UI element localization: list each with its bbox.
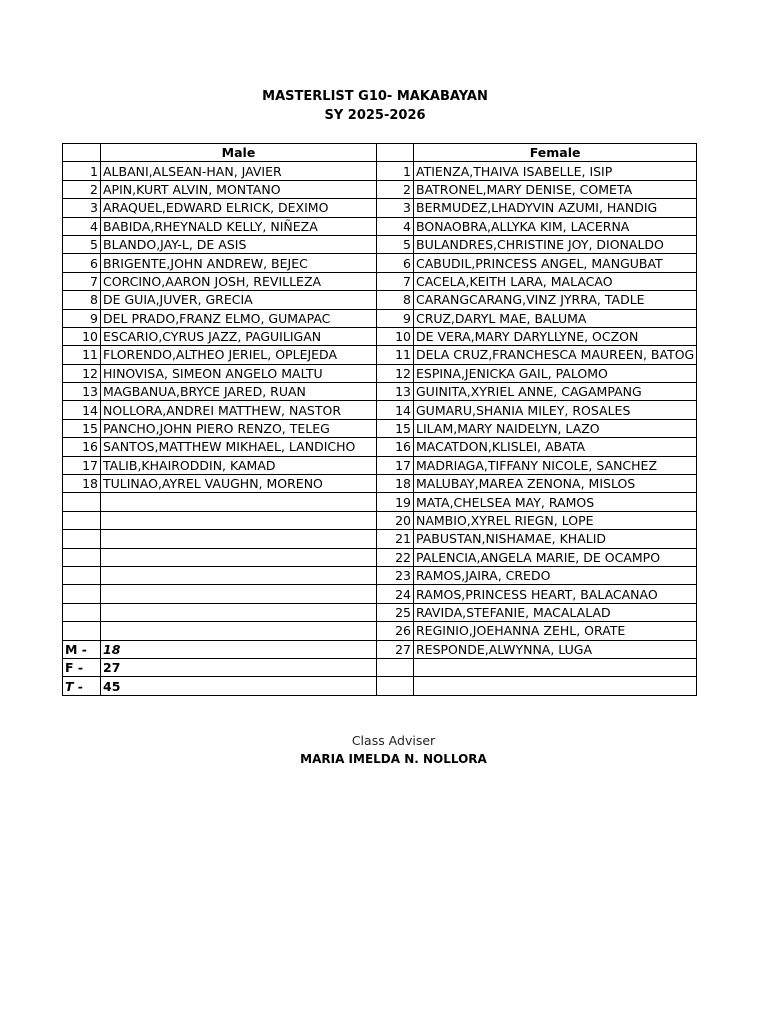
empty-cell: [101, 585, 377, 603]
female-number-cell: 12: [377, 364, 414, 382]
female-number-cell: 11: [377, 346, 414, 364]
female-name-cell: MATA,CHELSEA MAY, RAMOS: [414, 493, 697, 511]
summary-value-cell: 27: [101, 658, 377, 676]
male-name-cell: HINOVISA, SIMEON ANGELO MALTU: [101, 364, 377, 382]
masterlist-table: [62, 143, 697, 696]
empty-cell: [101, 603, 377, 621]
header-blank-cell: [377, 144, 414, 162]
male-number-cell: 8: [63, 291, 101, 309]
female-number-cell: 6: [377, 254, 414, 272]
table-row: [63, 566, 697, 584]
male-number-cell: 5: [63, 235, 101, 253]
table-row: [63, 346, 697, 364]
female-number-cell: 14: [377, 401, 414, 419]
female-name-cell: RAVIDA,STEFANIE, MACALALAD: [414, 603, 697, 621]
female-name-cell: RAMOS,JAIRA, CREDO: [414, 566, 697, 584]
male-number-cell: 3: [63, 199, 101, 217]
female-name-cell: LILAM,MARY NAIDELYN, LAZO: [414, 419, 697, 437]
female-name-cell: PABUSTAN,NISHAMAE, KHALID: [414, 530, 697, 548]
table-row: [63, 677, 697, 695]
male-number-cell: 13: [63, 383, 101, 401]
female-number-cell: 7: [377, 272, 414, 290]
female-number-cell: 18: [377, 475, 414, 493]
female-number-cell: 16: [377, 438, 414, 456]
page-title: MASTERLIST G10- MAKABAYAN: [262, 89, 488, 104]
female-number-cell: 25: [377, 603, 414, 621]
male-name-cell: BLANDO,JAY-L, DE ASIS: [101, 235, 377, 253]
female-name-cell: PALENCIA,ANGELA MARIE, DE OCAMPO: [414, 548, 697, 566]
male-name-cell: TULINAO,AYREL VAUGHN, MORENO: [101, 475, 377, 493]
table-row: [63, 217, 697, 235]
female-name-cell: MACATDON,KLISLEI, ABATA: [414, 438, 697, 456]
female-number-cell: 10: [377, 327, 414, 345]
male-name-cell: SANTOS,MATTHEW MIKHAEL, LANDICHO: [101, 438, 377, 456]
empty-cell: [63, 603, 101, 621]
male-name-cell: TALIB,KHAIRODDIN, KAMAD: [101, 456, 377, 474]
summary-label-cell: [63, 677, 101, 695]
male-name-cell: MAGBANUA,BRYCE JARED, RUAN: [101, 383, 377, 401]
female-number-cell: 27: [377, 640, 414, 658]
female-number-cell: 8: [377, 291, 414, 309]
female-name-cell: BONAOBRA,ALLYKA KIM, LACERNA: [414, 217, 697, 235]
female-name-cell: CABUDIL,PRINCESS ANGEL, MANGUBAT: [414, 254, 697, 272]
empty-cell: [414, 677, 697, 695]
female-number-cell: 13: [377, 383, 414, 401]
female-name-cell: DELA CRUZ,FRANCHESCA MAUREEN, BATOG: [414, 346, 697, 364]
adviser-label: Class Adviser: [351, 733, 436, 748]
male-name-cell: ARAQUEL,EDWARD ELRICK, DEXIMO: [101, 199, 377, 217]
male-name-cell: ESCARIO,CYRUS JAZZ, PAGUILIGAN: [101, 327, 377, 345]
female-number-cell: 3: [377, 199, 414, 217]
table-row: [63, 401, 697, 419]
male-name-cell: FLORENDO,ALTHEO JERIEL, OPLEJEDA: [101, 346, 377, 364]
female-name-cell: MALUBAY,MAREA ZENONA, MISLOS: [414, 475, 697, 493]
female-number-cell: 17: [377, 456, 414, 474]
male-number-cell: 11: [63, 346, 101, 364]
table-row: [63, 658, 697, 676]
table-row: [63, 199, 697, 217]
empty-cell: [101, 493, 377, 511]
female-name-cell: ESPINA,JENICKA GAIL, PALOMO: [414, 364, 697, 382]
male-name-cell: NOLLORA,ANDREI MATTHEW, NASTOR: [101, 401, 377, 419]
table-row: [63, 162, 697, 180]
male-number-cell: 10: [63, 327, 101, 345]
table-row: [63, 254, 697, 272]
female-name-cell: BATRONEL,MARY DENISE, COMETA: [414, 180, 697, 198]
male-number-cell: 18: [63, 475, 101, 493]
female-name-cell: GUMARU,SHANIA MILEY, ROSALES: [414, 401, 697, 419]
male-name-cell: ALBANI,ALSEAN-HAN, JAVIER: [101, 162, 377, 180]
male-name-cell: DE GUIA,JUVER, GRECIA: [101, 291, 377, 309]
female-number-cell: 26: [377, 622, 414, 640]
empty-cell: [63, 566, 101, 584]
summary-label-cell: M -: [63, 640, 101, 658]
female-number-cell: 15: [377, 419, 414, 437]
female-number-cell: 23: [377, 566, 414, 584]
female-number-cell: 1: [377, 162, 414, 180]
table-row: [63, 235, 697, 253]
empty-cell: [63, 493, 101, 511]
female-name-cell: ATIENZA,THAIVA ISABELLE, ISIP: [414, 162, 697, 180]
female-number-cell: 24: [377, 585, 414, 603]
empty-cell: [63, 585, 101, 603]
female-name-cell: CACELA,KEITH LARA, MALACAO: [414, 272, 697, 290]
table-row: [63, 548, 697, 566]
table-row: [63, 419, 697, 437]
female-name-cell: DE VERA,MARY DARYLLYNE, OCZON: [414, 327, 697, 345]
table-row: [63, 364, 697, 382]
female-name-cell: MADRIAGA,TIFFANY NICOLE, SANCHEZ: [414, 456, 697, 474]
table-row: [63, 603, 697, 621]
table-row: [63, 180, 697, 198]
male-number-cell: 6: [63, 254, 101, 272]
empty-cell: [63, 622, 101, 640]
table-row: [63, 383, 697, 401]
empty-cell: [101, 622, 377, 640]
summary-value-cell: 45: [101, 677, 377, 695]
empty-cell: [101, 511, 377, 529]
male-name-cell: PANCHO,JOHN PIERO RENZO, TELEG: [101, 419, 377, 437]
empty-cell: [101, 566, 377, 584]
table-row: [63, 493, 697, 511]
male-number-cell: 1: [63, 162, 101, 180]
female-number-cell: 19: [377, 493, 414, 511]
summary-label-cell-text: T -: [65, 678, 84, 694]
header-blank-cell: [63, 144, 101, 162]
female-number-cell: 21: [377, 530, 414, 548]
male-number-cell: 7: [63, 272, 101, 290]
female-name-cell: BERMUDEZ,LHADYVIN AZUMI, HANDIG: [414, 199, 697, 217]
table-row: [63, 622, 697, 640]
male-name-cell: CORCINO,AARON JOSH, REVILLEZA: [101, 272, 377, 290]
female-name-cell: NAMBIO,XYREL RIEGN, LOPE: [414, 511, 697, 529]
female-name-cell: CRUZ,DARYL MAE, BALUMA: [414, 309, 697, 327]
female-name-cell: REGINIO,JOEHANNA ZEHL, ORATE: [414, 622, 697, 640]
female-name-cell: RESPONDE,ALWYNNA, LUGA: [414, 640, 697, 658]
empty-cell: [377, 658, 414, 676]
table-row: [63, 511, 697, 529]
school-year: SY 2025-2026: [324, 108, 426, 123]
male-name-cell: APIN,KURT ALVIN, MONTANO: [101, 180, 377, 198]
female-number-cell: 9: [377, 309, 414, 327]
table-row: [63, 291, 697, 309]
table-row: [63, 530, 697, 548]
male-name-cell: DEL PRADO,FRANZ ELMO, GUMAPAC: [101, 309, 377, 327]
male-number-cell: 14: [63, 401, 101, 419]
male-number-cell: 9: [63, 309, 101, 327]
male-number-cell: 17: [63, 456, 101, 474]
male-number-cell: 16: [63, 438, 101, 456]
female-number-cell: 2: [377, 180, 414, 198]
adviser-name: MARIA IMELDA N. NOLLORA: [300, 752, 487, 766]
female-name-cell: GUINITA,XYRIEL ANNE, CAGAMPANG: [414, 383, 697, 401]
table-row: [63, 309, 697, 327]
empty-cell: [101, 530, 377, 548]
table-row: [63, 327, 697, 345]
table-row: [63, 640, 697, 658]
empty-cell: [63, 511, 101, 529]
table-row: [63, 475, 697, 493]
empty-cell: [63, 530, 101, 548]
female-number-cell: 5: [377, 235, 414, 253]
empty-cell: [414, 658, 697, 676]
table-row: [63, 456, 697, 474]
male-column-header: Male: [101, 144, 377, 162]
summary-value-cell-text: 18: [103, 641, 121, 657]
table-row: [63, 585, 697, 603]
empty-cell: [63, 548, 101, 566]
summary-value-cell: [101, 640, 377, 658]
table-row: [63, 272, 697, 290]
female-name-cell: BULANDRES,CHRISTINE JOY, DIONALDO: [414, 235, 697, 253]
table-header-row: [63, 144, 697, 162]
table-row: [63, 438, 697, 456]
summary-label-cell: F -: [63, 658, 101, 676]
male-number-cell: 4: [63, 217, 101, 235]
male-number-cell: 2: [63, 180, 101, 198]
male-number-cell: 15: [63, 419, 101, 437]
male-name-cell: BABIDA,RHEYNALD KELLY, NIÑEZA: [101, 217, 377, 235]
male-name-cell: BRIGENTE,JOHN ANDREW, BEJEC: [101, 254, 377, 272]
empty-cell: [377, 677, 414, 695]
female-number-cell: 4: [377, 217, 414, 235]
female-column-header: Female: [414, 144, 697, 162]
empty-cell: [101, 548, 377, 566]
female-name-cell: RAMOS,PRINCESS HEART, BALACANAO: [414, 585, 697, 603]
female-number-cell: 22: [377, 548, 414, 566]
female-number-cell: 20: [377, 511, 414, 529]
male-number-cell: 12: [63, 364, 101, 382]
female-name-cell: CARANGCARANG,VINZ JYRRA, TADLE: [414, 291, 697, 309]
